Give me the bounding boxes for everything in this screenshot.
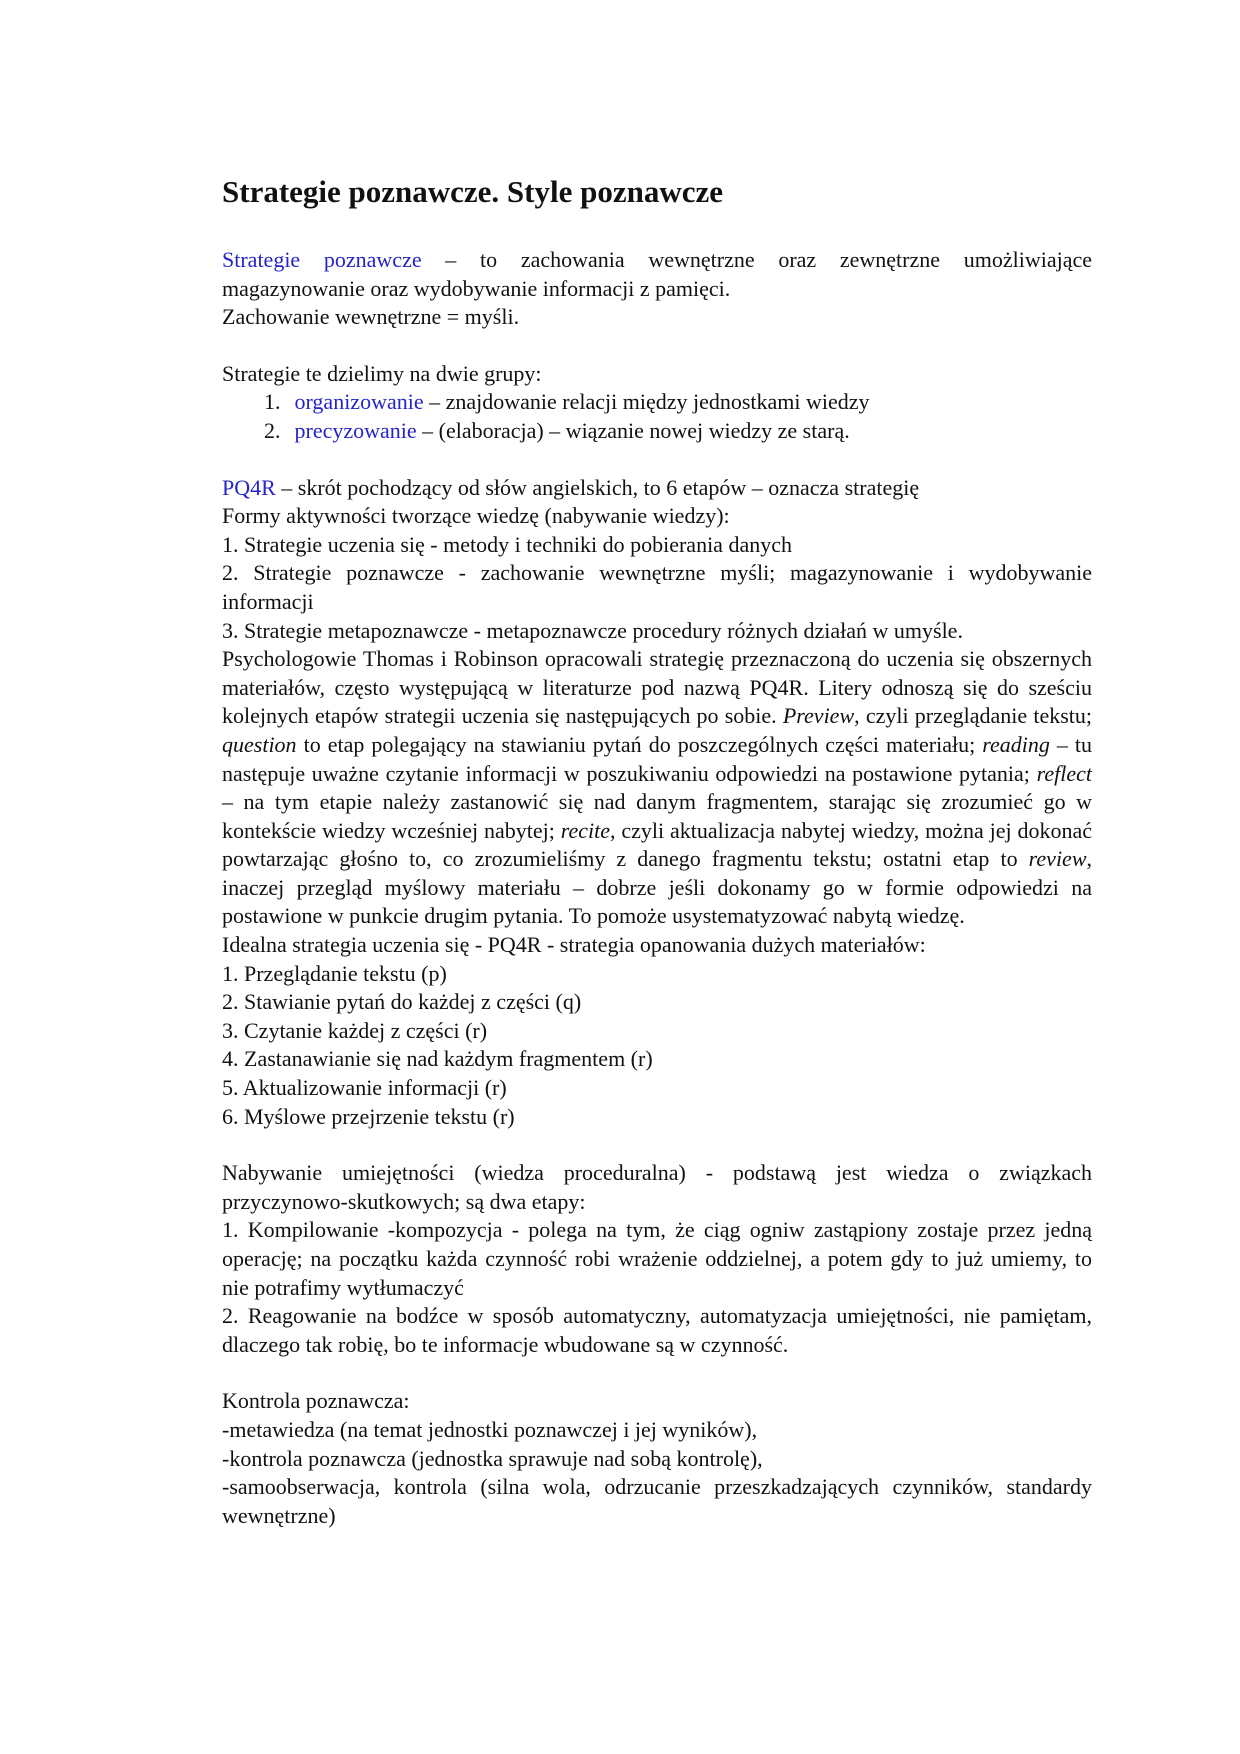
document-content bbox=[222, 172, 1092, 1530]
strategy-1: 1. Strategie uczenia się - metody i techniki do pobierania danych bbox=[222, 531, 792, 557]
skills-stage-1: 1. Kompilowanie -kompozycja - polega na tym, że ciąg ogniw zastąpiony zostaje przez jedną operację; na początku każda czynność robi wrażenie oddzielnej, a potem gdy to już umiemy, to nie potrafimy wytłumaczyć bbox=[222, 1217, 1092, 1300]
term-precyzowanie: precyzowanie bbox=[294, 417, 417, 443]
term-preview: Preview bbox=[782, 703, 855, 729]
control-item: -metawiedza (na temat jednostki poznawczej i jej wyników), bbox=[222, 1416, 758, 1442]
strategy-2: 2. Strategie poznawcze - zachowanie wewnętrzne myśli; magazynowanie i wydobywanie informacji bbox=[222, 560, 1092, 614]
term-recite: recite bbox=[560, 817, 611, 843]
term-strategie-poznawcze: Strategie poznawcze bbox=[222, 247, 422, 272]
list-item bbox=[222, 388, 1092, 417]
term-reflect: reflect bbox=[1036, 760, 1092, 786]
control-heading: Kontrola poznawcza: bbox=[222, 1388, 410, 1414]
list-item bbox=[222, 417, 1092, 446]
skills-intro: Nabywanie umiejętności (wiedza proceduralna) - podstawą jest wiedza o związkach przyczynowo-skutkowych; są dwa etapy: bbox=[222, 1160, 1092, 1214]
term-reading: reading bbox=[982, 731, 1050, 757]
list-item: 4. Zastanawianie się nad każdym fragmentem (r) bbox=[222, 1046, 653, 1072]
pq4r-steps-list bbox=[222, 960, 1092, 1132]
list-item-number: 2. bbox=[264, 417, 281, 443]
intro-definition: – to zachowania wewnętrzne oraz zewnętrzne umożliwiające magazynowanie oraz wydobywanie informacji z pamięci. bbox=[222, 247, 1092, 301]
list-item: 6. Myślowe przejrzenie tekstu (r) bbox=[222, 1103, 515, 1129]
groups-list bbox=[222, 388, 1092, 445]
intro-paragraph bbox=[222, 246, 1092, 303]
ideal-strategy-line: Idealna strategia uczenia się - PQ4R - strategia opanowania dużych materiałów: bbox=[222, 932, 926, 958]
list-item: 3. Czytanie każdej z części (r) bbox=[222, 1017, 488, 1043]
list-item: 1. Przeglądanie tekstu (p) bbox=[222, 960, 447, 986]
intro-line2: Zachowanie wewnętrzne = myśli. bbox=[222, 304, 520, 330]
term-organizowanie: organizowanie bbox=[294, 389, 424, 415]
skills-stage-2: 2. Reagowanie na bodźce w sposób automatyczny, automatyzacja umiejętności, nie pamiętam, dlaczego tak robię, bo te informacje wbudowane są w czynność. bbox=[222, 1303, 1092, 1357]
page-title: Strategie poznawcze. Style poznawcze bbox=[222, 174, 724, 209]
groups-heading: Strategie te dzielimy na dwie grupy: bbox=[222, 360, 542, 386]
forms-line: Formy aktywności tworzące wiedzę (nabywanie wiedzy): bbox=[222, 503, 730, 529]
term-review: review bbox=[1028, 846, 1087, 872]
control-item: -samoobserwacja, kontrola (silna wola, odrzucanie przeszkadzających czynników, standardy wewnętrzne) bbox=[222, 1474, 1092, 1528]
pq4r-definition bbox=[222, 474, 1092, 503]
pq4r-definition-text: – skrót pochodzący od słów angielskich, to 6 etapów – oznacza strategię bbox=[275, 474, 920, 500]
term-question: question bbox=[222, 731, 297, 757]
term-pq4r: PQ4R bbox=[222, 474, 276, 500]
list-item: 5. Aktualizowanie informacji (r) bbox=[222, 1075, 507, 1101]
list-item-number: 1. bbox=[264, 389, 281, 415]
strategy-3: 3. Strategie metapoznawcze - metapoznawcze procedury różnych działań w umyśle. bbox=[222, 617, 963, 643]
pq4r-description: Psychologowie Thomas i Robinson opracowali strategię przeznaczoną do uczenia się obszernych materiałów, często występującą w literaturze pod nazwą PQ4R. Litery odnoszą się do sześciu kolejnych etapów strategii uczenia się następujących po sobie. Preview, czyli przeglądanie tekstu; question to etap polegający na stawianiu pytań do poszczególnych części materiału; reading – tu następuje uważne czytanie informacji w poszukiwaniu odpowiedzi na postawione pytania; reflect – na tym etapie należy zastanowić się nad danym fragmentem, starając się zrozumieć go w kontekście wiedzy wcześniej nabytej; recite, czyli aktualizacja nabytej wiedzy, można jej dokonać powtarzając głośno to, co zrozumieliśmy z danego fragmentu tekstu; ostatni etap to review, inaczej przegląd myślowy materiału – dobrze jeśli dokonamy go w formie odpowiedzi na postawione w punkcie drugim pytania. To pomoże usystematyzować nabytą wiedzę. bbox=[222, 646, 1092, 929]
control-item: -kontrola poznawcza (jednostka sprawuje nad sobą kontrolę), bbox=[222, 1445, 763, 1471]
list-item: 2. Stawianie pytań do każdej z części (q) bbox=[222, 989, 582, 1015]
list-item-text: – znajdowanie relacji między jednostkami wiedzy bbox=[423, 389, 870, 415]
list-item-text: – (elaboracja) – wiązanie nowej wiedzy ze starą. bbox=[416, 417, 850, 443]
